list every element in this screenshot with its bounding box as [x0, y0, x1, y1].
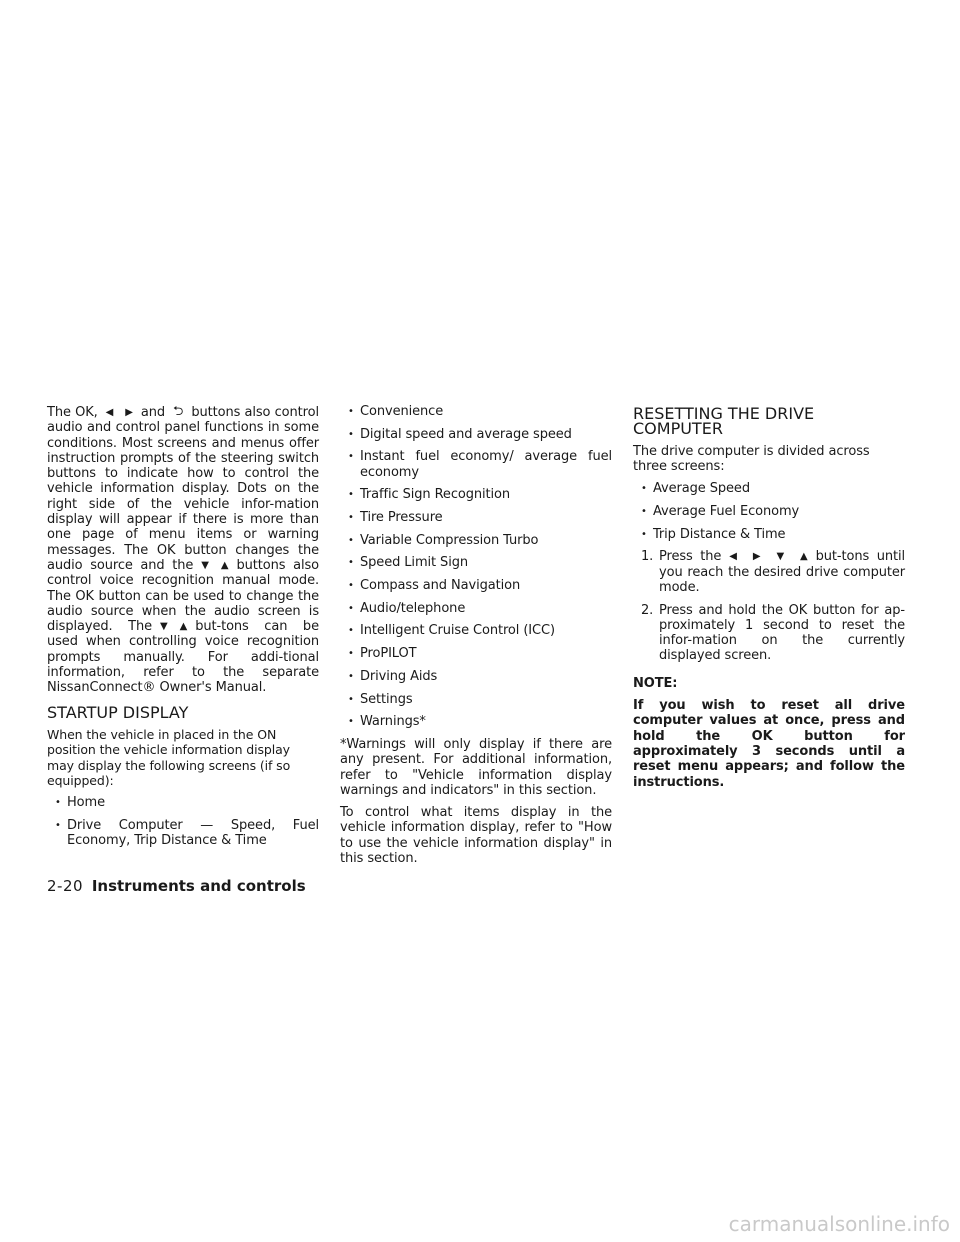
down-arrow-icon: ▼ — [776, 551, 785, 563]
screens-list — [340, 404, 612, 730]
list-item: • Convenience — [340, 404, 612, 419]
list-item: • Instant fuel economy/ average fuel economy — [340, 449, 612, 480]
column-right — [633, 404, 905, 797]
intro-text-2: and — [140, 405, 166, 420]
list-item: • Driving Aids — [340, 669, 612, 684]
reset-steps — [633, 549, 905, 663]
down-arrow-icon: ▼ — [160, 621, 168, 633]
step-text: Press the — [659, 549, 722, 565]
list-item: • Digital speed and average speed — [340, 427, 612, 442]
startup-heading: STARTUP DISPLAY — [47, 702, 189, 722]
list-item: • Home — [47, 795, 319, 810]
intro-text-1: The OK, — [47, 405, 98, 420]
step-item — [633, 603, 905, 664]
list-item: • Variable Compression Turbo — [340, 533, 612, 548]
column-middle — [340, 404, 612, 873]
note-text: If you wish to reset all drive computer values at once, press and hold the OK button for approximately 3 seconds until a reset menu appears; and follow the instructions. — [633, 698, 905, 790]
list-item: • Average Fuel Economy — [633, 504, 905, 519]
page-number: 2-20 — [47, 877, 84, 895]
list-item: • Tire Pressure — [340, 510, 612, 525]
step-item — [633, 549, 905, 595]
list-item: • Speed Limit Sign — [340, 555, 612, 570]
step-text: Press and hold the OK button for ap-proximately 1 second to reset the infor-mation on the currently displayed screen. — [659, 602, 905, 664]
watermark: carmanualsonline.info — [728, 1212, 950, 1236]
note-label: NOTE: — [633, 675, 678, 691]
up-arrow-icon: ▲ — [220, 559, 229, 571]
list-item: • Trip Distance & Time — [633, 527, 905, 542]
startup-text: When the vehicle in placed in the ON position the vehicle information display may display the following screens (if so equipped): — [47, 726, 291, 788]
right-arrow-icon: ▶ — [125, 407, 133, 418]
back-icon: ⮌ — [173, 404, 184, 419]
section-title: Instruments and controls — [91, 877, 306, 895]
left-arrow-icon: ◀ — [729, 551, 737, 563]
intro-text-3: buttons also control audio and control panel functions in some conditions. Most screens and menus offer instruction prompts of the steering switch buttons to indicate how to control the vehicle information display. Dots on the right side of the vehicle infor-mation display will appear if there is more than one page of menu items or warning messages. The OK button changes the audio source and the — [47, 405, 319, 573]
column-left — [47, 404, 319, 856]
intro-text-5: but-tons can be used when controlling voice recognition prompts manually. For addi-tional information, refer to the separate NissanConnect® Owner's Manual. — [47, 619, 319, 696]
step-text: but-tons until you reach the desired drive computer mode. — [659, 549, 905, 595]
startup-list — [47, 795, 319, 848]
list-item: • Traffic Sign Recognition — [340, 487, 612, 502]
list-item: • Intelligent Cruise Control (ICC) — [340, 623, 612, 638]
list-item: • Compass and Navigation — [340, 578, 612, 593]
right-arrow-icon: ▶ — [752, 551, 761, 563]
reset-screens-list — [633, 481, 905, 542]
list-item: • Drive Computer — Speed, Fuel Economy, Trip Distance & Time — [47, 818, 319, 849]
list-item: • Warnings* — [340, 714, 612, 729]
intro-paragraph — [47, 404, 319, 696]
down-arrow-icon: ▼ — [201, 559, 209, 571]
up-arrow-icon: ▲ — [179, 621, 188, 633]
left-arrow-icon: ◀ — [105, 407, 114, 418]
list-item: • Average Speed — [633, 481, 905, 496]
step-number: 2. — [641, 602, 654, 618]
step-number: 1. — [641, 549, 654, 565]
intro-text-4: buttons also control voice recognition manual mode. The OK button can be used to change the audio source when the audio screen is displayed. The — [47, 557, 319, 635]
page-footer — [47, 877, 306, 895]
up-arrow-icon: ▲ — [800, 551, 808, 563]
warnings-note: *Warnings will only display if there are any present. For additional information, refer to "Vehicle information display warnings and indicators" in this section. — [340, 736, 612, 798]
control-note: To control what items display in the vehicle information display, refer to "How to use the vehicle information display" in this section. — [340, 805, 612, 866]
list-item: • Settings — [340, 692, 612, 707]
list-item: • ProPILOT — [340, 646, 612, 661]
reset-intro: The drive computer is divided across three screens: — [633, 443, 870, 474]
reset-heading: RESETTING THE DRIVE COMPUTER — [633, 404, 815, 439]
list-item: • Audio/telephone — [340, 601, 612, 616]
